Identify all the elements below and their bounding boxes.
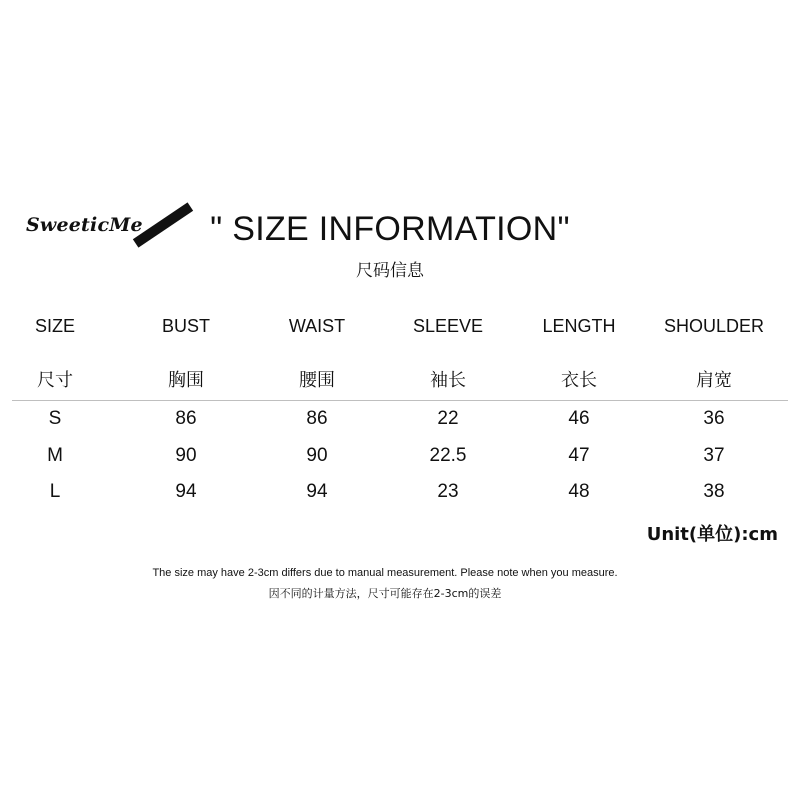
table-cell: 47	[568, 445, 590, 466]
column-header-waist-cn: 腰围	[299, 370, 335, 391]
brand-logo	[22, 198, 192, 258]
table-cell: 36	[703, 408, 725, 429]
column-header-waist: WAIST	[288, 316, 346, 336]
unit-label: Unit(单位):cm	[646, 524, 778, 545]
table-cell: 86	[306, 408, 328, 429]
table-cell: M	[47, 445, 63, 466]
column-header-sleeve: SLEEVE	[412, 316, 484, 336]
table-cell: 38	[703, 481, 725, 502]
table-cell: 22	[437, 408, 459, 429]
column-header-bust-cn: 胸围	[168, 370, 204, 391]
page-title: " SIZE INFORMATION"	[210, 210, 570, 248]
table-cell: 48	[568, 481, 590, 502]
column-header-sleeve-cn: 袖长	[430, 370, 466, 391]
column-header-length: LENGTH	[542, 316, 616, 336]
column-header-bust: BUST	[161, 316, 210, 336]
column-header-size-cn: 尺寸	[37, 370, 73, 391]
measurement-note-en: The size may have 2-3cm differs due to manual measurement. Please note when you measure.	[152, 567, 618, 579]
page-subtitle: 尺码信息	[356, 261, 424, 281]
table-cell: 94	[306, 481, 328, 502]
table-cell: 90	[175, 445, 197, 466]
table-divider	[12, 400, 788, 401]
table-cell: 94	[175, 481, 197, 502]
table-cell: 22.5	[429, 445, 467, 466]
column-header-length-cn: 衣长	[561, 370, 597, 391]
measurement-note-cn: 因不同的计量方法，尺寸可能存在2-3cm的误差	[268, 587, 502, 600]
table-cell: 90	[306, 445, 328, 466]
table-cell: 46	[568, 408, 590, 429]
table-cell: 37	[703, 445, 725, 466]
table-cell: L	[49, 481, 61, 502]
table-cell: S	[48, 408, 62, 429]
column-header-size: SIZE	[34, 316, 75, 336]
table-cell: 23	[437, 481, 459, 502]
brand-logo-text: SweeticMe	[26, 214, 143, 236]
column-header-shoulder-cn: 肩宽	[696, 370, 732, 391]
column-header-shoulder: SHOULDER	[663, 316, 765, 336]
table-cell: 86	[175, 408, 197, 429]
